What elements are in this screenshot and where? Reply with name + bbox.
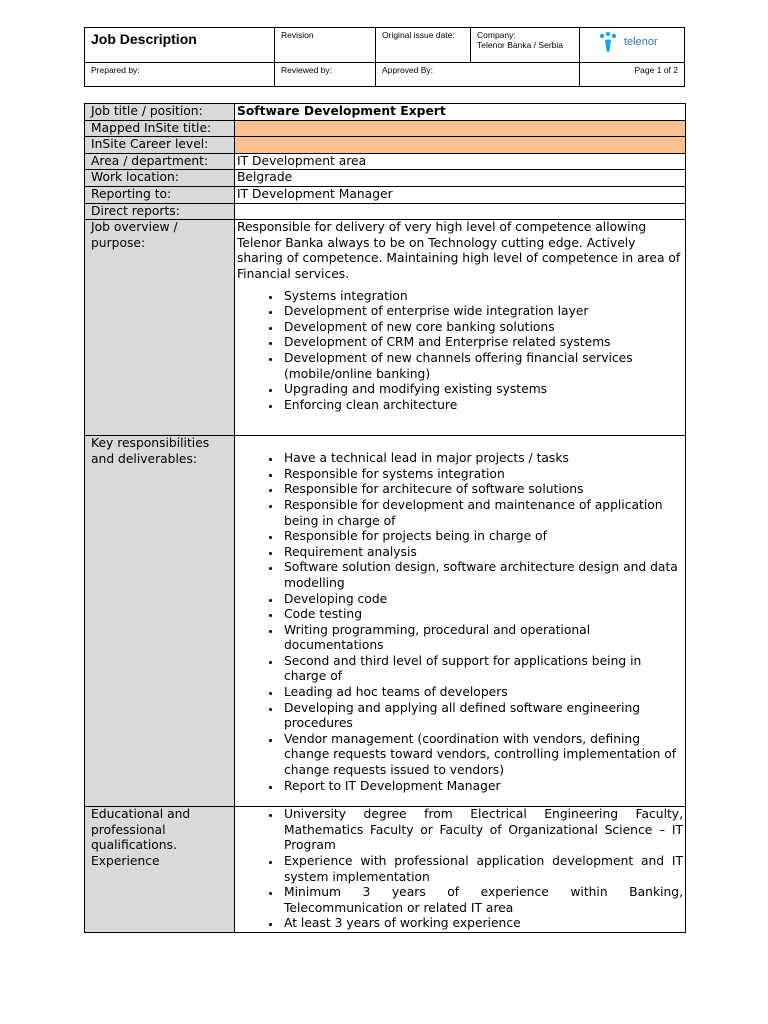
reporting-value: IT Development Manager	[235, 186, 686, 203]
prepared-by-label: Prepared by:	[85, 63, 275, 87]
career-level-value	[235, 137, 686, 154]
education-item: • At least 3 years of working experience	[282, 916, 683, 932]
direct-reports-value	[235, 203, 686, 220]
location-value: Belgrade	[235, 170, 686, 187]
responsibility-item: • Responsible for architecure of software solutions	[282, 482, 683, 498]
mapped-title-label: Mapped InSite title:	[85, 120, 235, 137]
location-label: Work location:	[85, 170, 235, 187]
page-info: Page 1 of 2	[580, 63, 685, 87]
education-list	[237, 807, 683, 932]
reviewed-by-label: Reviewed by:	[275, 63, 376, 87]
overview-label: Job overview / purpose:	[85, 220, 235, 436]
company-value: Telenor Banka / Serbia	[477, 40, 563, 50]
revision-label: Revision	[275, 28, 376, 63]
telenor-logo	[586, 30, 678, 54]
overview-text: Responsible for delivery of very high level of competence allowing Telenor Banka always to be on Technology cutting edge. Actively sharing of competence. Maintaining high level of competence in area of Financial services.	[237, 220, 681, 281]
overview-item: • Enforcing clean architecture	[282, 398, 683, 414]
education-cell	[235, 807, 686, 933]
original-issue-label: Original issue date:	[376, 28, 471, 63]
job-title-value: Software Development Expert	[235, 104, 686, 121]
company-cell	[471, 28, 580, 63]
responsibilities-list	[237, 451, 683, 794]
job-description-table	[84, 103, 686, 933]
mapped-title-value	[235, 120, 686, 137]
area-value: IT Development area	[235, 153, 686, 170]
logo-cell	[580, 28, 685, 63]
responsibility-item: • Writing programming, procedural and operational documentations	[282, 623, 683, 654]
career-level-label: InSite Career level:	[85, 137, 235, 154]
responsibility-item: • Requirement analysis	[282, 545, 683, 561]
education-item: • Minimum 3 years of experience within Banking, Telecommunication or related IT area	[282, 885, 683, 916]
overview-item: • Development of new channels offering financial services (mobile/online banking)	[282, 351, 683, 382]
area-label: Area / department:	[85, 153, 235, 170]
responsibility-item: • Second and third level of support for applications being in charge of	[282, 654, 683, 685]
responsibility-item: • Software solution design, software architecture design and data modelling	[282, 560, 683, 591]
job-title-label: Job title / position:	[85, 104, 235, 121]
overview-item: • Development of enterprise wide integration layer	[282, 304, 683, 320]
company-label: Company:	[477, 30, 516, 40]
responsibility-item: • Responsible for systems integration	[282, 467, 683, 483]
approved-by-label: Approved By:	[376, 63, 580, 87]
overview-item: • Development of new core banking solutions	[282, 320, 683, 336]
responsibility-item: • Responsible for projects being in charge of	[282, 529, 683, 545]
education-label: Educational and professional qualifications. Experience	[85, 807, 235, 933]
education-item: • Experience with professional application development and IT system implementation	[282, 854, 683, 885]
responsibility-item: • Report to IT Development Manager	[282, 779, 683, 795]
responsibility-item: • Code testing	[282, 607, 683, 623]
responsibilities-cell	[235, 436, 686, 807]
responsibility-item: • Leading ad hoc teams of developers	[282, 685, 683, 701]
logo-text: telenor	[624, 36, 658, 48]
education-item: • University degree from Electrical Engineering Faculty, Mathematics Faculty or Faculty of Organizational Science – IT Program	[282, 807, 683, 854]
reporting-label: Reporting to:	[85, 186, 235, 203]
responsibility-item: • Responsible for development and maintenance of application being in charge of	[282, 498, 683, 529]
overview-cell	[235, 220, 686, 436]
responsibility-item: • Have a technical lead in major projects / tasks	[282, 451, 683, 467]
responsibility-item: • Developing and applying all defined software engineering procedures	[282, 701, 683, 732]
overview-item: • Development of CRM and Enterprise related systems	[282, 335, 683, 351]
direct-reports-label: Direct reports:	[85, 203, 235, 220]
doc-title: Job Description	[85, 28, 275, 63]
responsibility-item: • Developing code	[282, 592, 683, 608]
overview-list	[237, 289, 683, 414]
responsibility-item: • Vendor management (coordination with vendors, defining change requests toward vendors, controlling implementation of change requests issued to vendors)	[282, 732, 683, 779]
overview-item: • Upgrading and modifying existing systems	[282, 382, 683, 398]
overview-item: • Systems integration	[282, 289, 683, 305]
telenor-logo-icon	[596, 30, 620, 54]
responsibilities-label: Key responsibilities and deliverables:	[85, 436, 235, 807]
document-header	[84, 27, 685, 87]
